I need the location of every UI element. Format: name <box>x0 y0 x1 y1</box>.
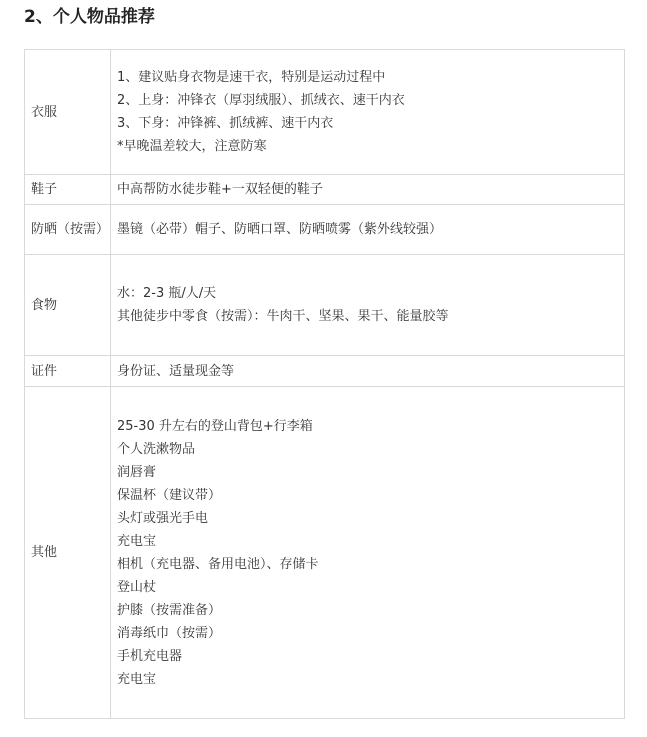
list-item: 个人洗漱物品 <box>117 441 196 457</box>
table-row <box>25 50 625 175</box>
list-item: 手机充电器 <box>117 648 183 664</box>
row-label: 证件 <box>25 356 111 387</box>
list-item: 身份证、适量现金等 <box>117 363 235 379</box>
list-item: 充电宝 <box>117 533 157 549</box>
row-value <box>111 356 625 387</box>
row-value <box>111 175 625 205</box>
list-item: 相机（充电器、备用电池）、存储卡 <box>117 556 319 572</box>
table-row <box>25 356 625 387</box>
list-item: 中高帮防水徒步鞋+一双轻便的鞋子 <box>117 182 323 197</box>
row-label: 衣服 <box>25 50 111 175</box>
row-label: 其他 <box>25 387 111 719</box>
list-item: 1、建议贴身衣物是速干衣，特别是运动过程中 <box>117 70 386 85</box>
row-label: 鞋子 <box>25 175 111 205</box>
table-row <box>25 175 625 205</box>
list-item: 其他徒步中零食（按需）：牛肉干、坚果、果干、能量胶等 <box>117 309 449 324</box>
list-item: 墨镜（必带）帽子、防晒口罩、防晒喷雾（紫外线较强） <box>117 222 443 237</box>
table-row <box>25 387 625 719</box>
list-item: 登山杖 <box>117 579 157 595</box>
row-label: 食物 <box>25 255 111 356</box>
list-item: 头灯或强光手电 <box>117 510 209 526</box>
table-row <box>25 205 625 255</box>
table-row <box>25 255 625 356</box>
list-item: 25-30 升左右的登山背包+行李箱 <box>117 418 313 434</box>
list-item: 2、上身：冲锋衣（厚羽绒服）、抓绒衣、速干内衣 <box>117 93 405 108</box>
list-item: 保温杯（建议带） <box>117 487 222 503</box>
list-item: *早晚温差较大，注意防寒 <box>117 139 267 154</box>
row-value <box>111 50 625 175</box>
list-item: 护膝（按需准备） <box>117 602 222 618</box>
list-item: 3、下身：冲锋裤、抓绒裤、速干内衣 <box>117 116 334 131</box>
row-value <box>111 205 625 255</box>
row-label: 防晒（按需） <box>25 205 111 255</box>
items-table <box>24 49 625 719</box>
page-title: 2、个人物品推荐 <box>24 7 155 27</box>
list-item: 充电宝 <box>117 671 157 687</box>
row-value <box>111 255 625 356</box>
list-item: 润唇膏 <box>117 464 157 480</box>
row-value <box>111 387 625 719</box>
list-item: 水：2-3 瓶/人/天 <box>117 286 217 301</box>
list-item: 消毒纸巾（按需） <box>117 625 222 641</box>
